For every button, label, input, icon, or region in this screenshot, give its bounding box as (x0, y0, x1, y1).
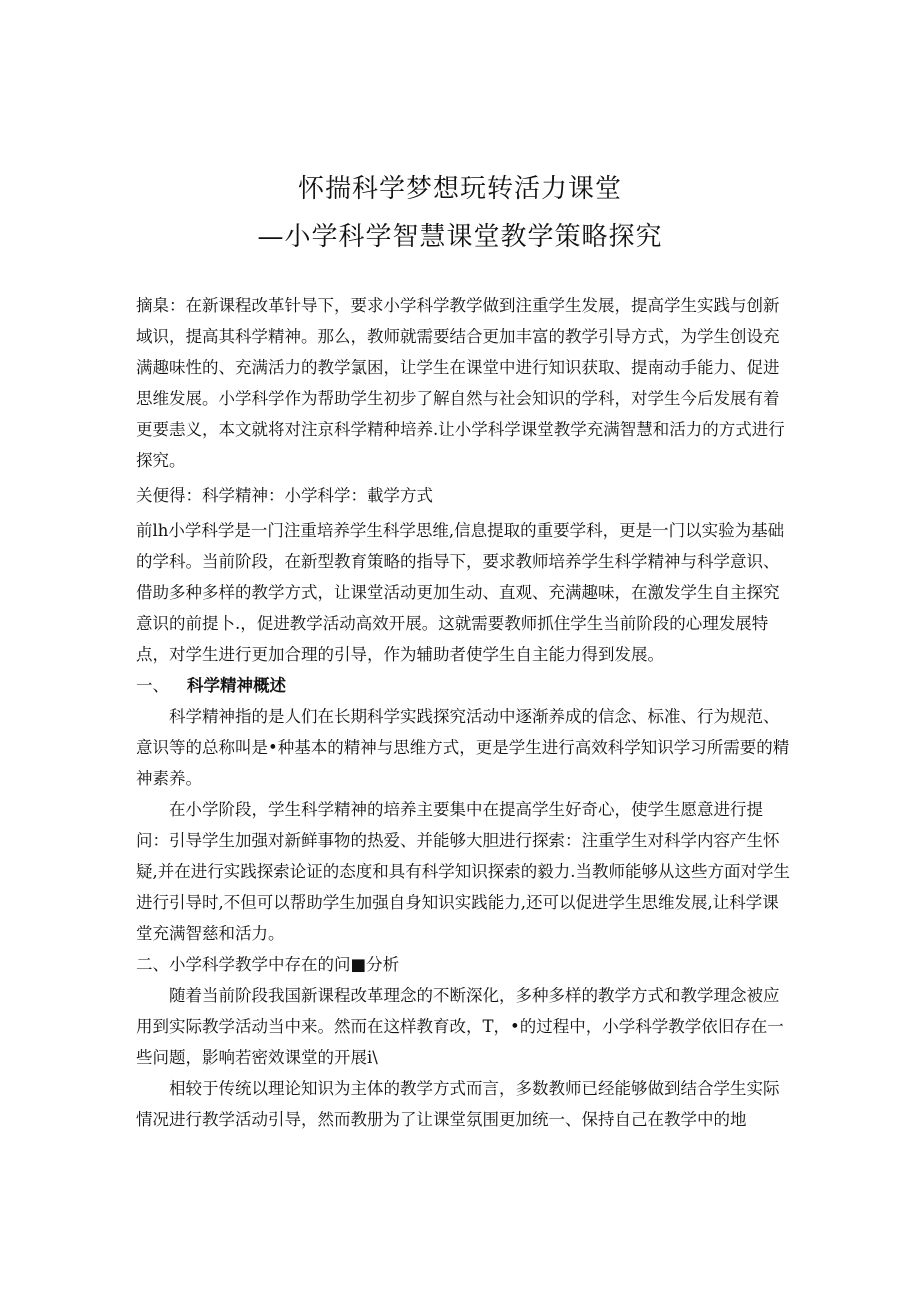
preface-paragraph: 前lh小学科学是一门注重培养学生科学思维,信息提取的重要学科，更是一门以实验为基础的学科。当前阶段，在新型教育策略的指导下，要求教师培养学生科学精神与科学意识、借助多种多样的教学方式，让课堂活动更加生动、直观、充满趣味，在激发学生自主探究意识的前提卜.，促进教学活动高效开展。这就需要教师抓住学生当前阶段的心理发展特点，对学生进行更加合理的引导，作为辅助者使学生自主能力得到发展。 (136, 521, 785, 664)
section2-paragraph-2: 相较于传统以理论知识为主体的教学方式而言，多数教师已经能够做到结合学生实际情况进行教学活动引导，然而教册为了让课堂氛围更加统一、保持自己在教学中的地 (136, 1079, 780, 1129)
section2-paragraph-1: 随着当前阶段我国新课程改革理念的不断深化，多种多样的教学方式和教学理念被应用到实际教学活动当中来。然而在这样教育改，T，•的过程中，小学科学教学依旧存在一些问题，影响若密效课堂的开展i\ (136, 986, 784, 1067)
section1-heading (136, 670, 791, 701)
section1-paragraph-1: 科学精神指的是人们在长期科学实践探究活动中逐渐养成的信念、标准、行为规范、意识等的总称叫是•种基本的精神与思维方式，更是学生进行高效科学知识学习所需要的精神素养。 (136, 707, 790, 788)
abstract-paragraph: 摘臬：在新课程改革针导下，要求小学科学教学做到注重学生发展，提高学生实践与创新域识，提高其科学精神。那么，教师就需要结合更加丰富的教学引导方式，为学生创设充满趣味性的、充满活力的教学氯困，让学生在课堂中进行知识获取、提南动手能力、促进思维发展。小学科学作为帮助学生初步了解自然与社会知识的学科，对学生今后发展有着更要恚义，本文就将对注京科学精种培养.让小学科学课堂教学充满智慧和活力的方式进行探究。 (136, 296, 785, 470)
section1-number: 一、 (136, 676, 169, 695)
section1-heading-text: 科学精神概述 (187, 676, 286, 695)
document-title: 怀揣科学梦想玩转活力课堂 (297, 174, 622, 204)
document-body (136, 290, 791, 1135)
document-subtitle: —小学科学智慧课堂教学策略探究 (257, 222, 663, 252)
section2-heading: 二、小学科学教学中存在的问■分析 (136, 955, 400, 974)
keywords-line: 关便得：科学精神：小学科学：載学方式 (136, 486, 433, 505)
section1-paragraph-2: 在小学阶段，学生科学精神的培养主要集中在提高学生好奇心，使学生愿意进行提问：引导学生加强对新鲜事物的热爱、并能够大胆进行探索：注重学生对科学内容产生怀疑,并在进行实践探索论证的态度和具有科学知识探索的毅力.当教师能够从这些方面对学生进行引导时,不但可以帮助学生加强自身知识实践能力,还可以促进学生思维发展,让科学课堂充满智慈和活力。 (136, 800, 790, 943)
